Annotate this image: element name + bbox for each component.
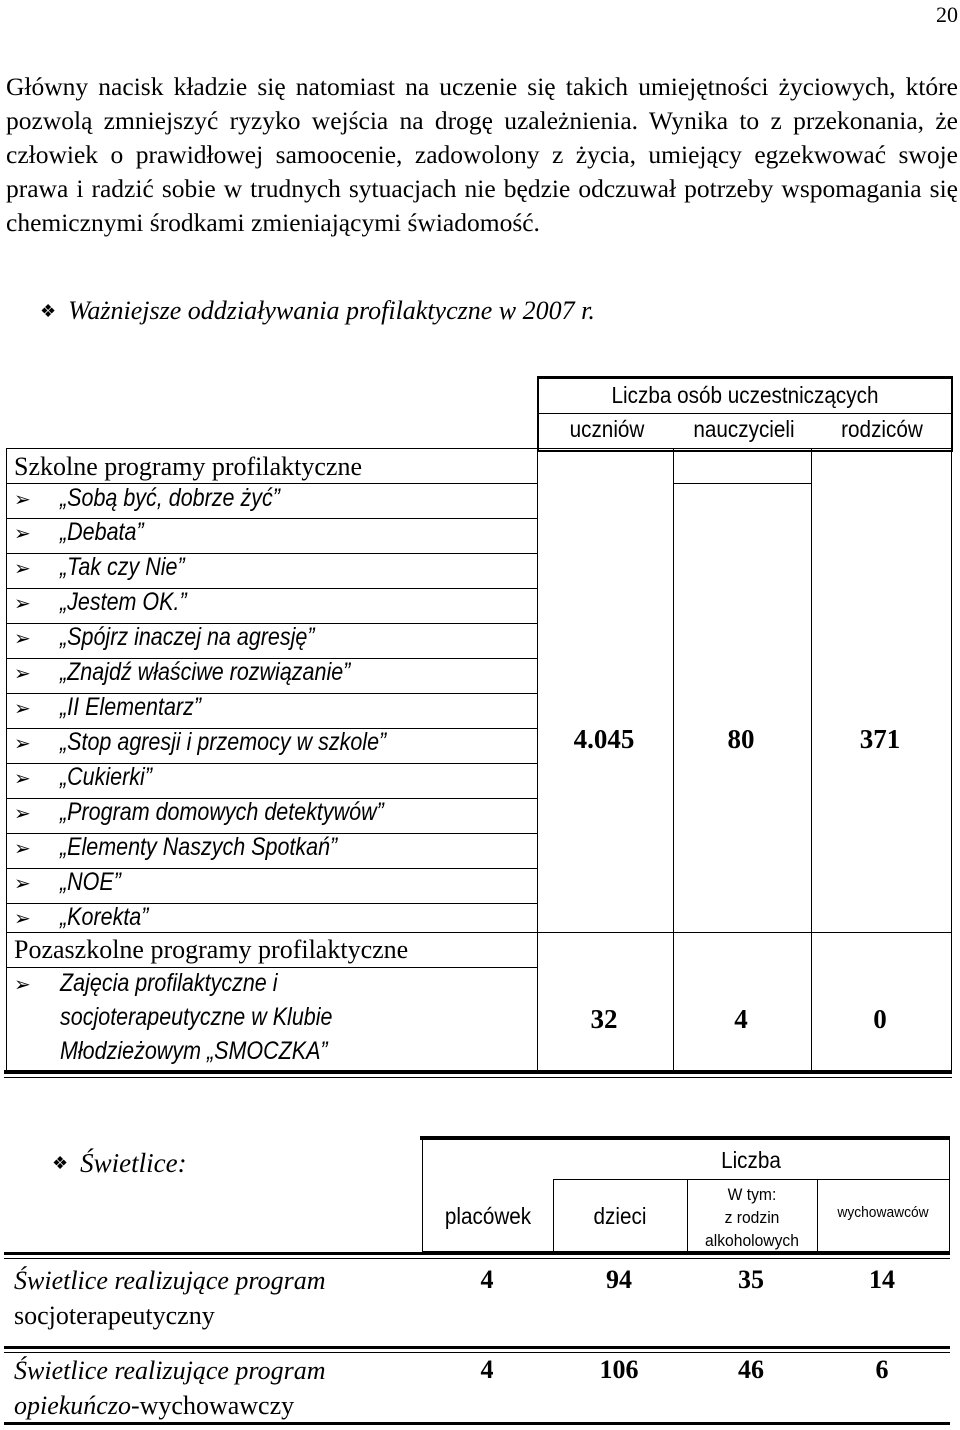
- arrow-bullet-icon: ➢: [14, 625, 31, 650]
- swietlice-heading: [52, 1148, 187, 1179]
- participants-title: Liczba osób uczestniczących: [611, 382, 879, 408]
- program-row: ➢ „Spójrz inaczej na agresję”: [6, 623, 356, 652]
- outside-program-line: Młodzieżowym „SMOCZKA”: [60, 1037, 328, 1065]
- swietlice-row-label: Świetlice realizujące program opiekuńczo-wychowawczy: [14, 1356, 326, 1420]
- program-row: ➢ „Korekta”: [6, 903, 163, 932]
- outside-nauczycieli-value: 4: [734, 1004, 748, 1034]
- arrow-bullet-icon: ➢: [14, 486, 31, 511]
- swietlice-value: 4: [480, 1265, 494, 1294]
- swietlice-value: 46: [738, 1355, 764, 1384]
- page-number: 20: [936, 2, 958, 27]
- school-rodzicow-value: 371: [859, 724, 901, 754]
- arrow-bullet-icon: ➢: [14, 730, 31, 755]
- arrow-bullet-icon: ➢: [14, 835, 31, 860]
- swietlice-heading-text: Świetlice:: [80, 1148, 187, 1178]
- table-bottom-rule-thin: [4, 1077, 952, 1078]
- program-row: ➢ „NOE”: [6, 868, 131, 897]
- outside-rodzicow-value: 0: [873, 1004, 887, 1034]
- swietlice-value: 14: [869, 1265, 895, 1294]
- arrow-bullet-icon: ➢: [14, 590, 31, 615]
- diamond-bullet-icon: ❖: [52, 1153, 69, 1173]
- arrow-bullet-icon: ➢: [14, 695, 31, 720]
- arrow-bullet-icon: ➢: [14, 870, 31, 895]
- col-nauczycieli: nauczycieli: [693, 416, 795, 442]
- col-placowek: placówek: [444, 1203, 532, 1229]
- col-dzieci: dzieci: [593, 1203, 647, 1229]
- section-heading-text: Ważniejsze oddziaływania profilaktyczne w 2007 r.: [68, 296, 595, 325]
- program-row: ➢ „Cukierki”: [6, 763, 167, 792]
- school-programs-label: Szkolne programy profilaktyczne: [14, 452, 362, 481]
- program-row: ➢ „II Elementarz”: [6, 693, 224, 722]
- program-row: ➢ „Znajdź właściwe rozwiązanie”: [6, 658, 398, 687]
- liczba-title: Liczba: [721, 1147, 781, 1173]
- arrow-bullet-icon: ➢: [14, 905, 31, 930]
- school-uczniow-value: 4.045: [573, 724, 635, 754]
- swietlice-header-rule: [4, 1252, 950, 1255]
- outside-program-row: ➢ Zajęcia profilaktyczne i: [6, 969, 313, 998]
- outside-program-line: socjoterapeutyczne w Klubie: [60, 1003, 333, 1031]
- intro-paragraph: Główny nacisk kładzie się natomiast na uczenie się takich umiejętności życiowych, które pozwolą zmniejszyć ryzyko wejścia na drogę uzależnienia. Wynika to z przekonania, że człowiek o prawidłowej samoocenie, zadowolony z życia, umiejący egzekwować swoje prawa i radzić sobie w trudnych sytuacjach nie będzie odczuwał potrzeby wspomagania się chemicznymi środkami zmieniającymi świadomość.: [6, 72, 958, 237]
- outside-programs-label: Pozaszkolne programy profilaktyczne: [14, 935, 409, 964]
- outside-uczniow-value: 32: [590, 1004, 618, 1034]
- arrow-bullet-icon: ➢: [14, 660, 31, 685]
- program-row: ➢ „Tak czy Nie”: [6, 553, 205, 582]
- swietlice-value: 106: [599, 1355, 639, 1384]
- swietlice-value: 4: [480, 1355, 494, 1384]
- col-rodzicow: rodziców: [841, 416, 923, 442]
- arrow-bullet-icon: ➢: [14, 520, 31, 545]
- program-row: ➢ „Sobą być, dobrze żyć”: [6, 484, 316, 513]
- program-row: ➢ „Jestem OK.”: [6, 588, 207, 617]
- swietlice-row-label: Świetlice realizujące program socjoterapeutyczny: [14, 1266, 326, 1330]
- program-row: ➢ „Elementy Naszych Spotkań”: [6, 833, 382, 862]
- program-row: ➢ „Program domowych detektywów”: [6, 798, 437, 827]
- swietlice-value: 94: [606, 1265, 632, 1294]
- swietlice-row-rule: [4, 1346, 950, 1349]
- arrow-bullet-icon: ➢: [14, 765, 31, 790]
- arrow-bullet-icon: ➢: [14, 555, 31, 580]
- swietlice-header: [422, 1138, 950, 1252]
- school-nauczycieli-value: 80: [727, 724, 755, 754]
- col-w-tym: W tym: z rodzin alkoholowych: [705, 1185, 799, 1250]
- swietlice-value: 6: [875, 1355, 889, 1384]
- participants-header: [537, 376, 953, 452]
- program-row: ➢ „Debata”: [6, 518, 157, 547]
- table-bottom-rule: [4, 1070, 952, 1074]
- col-wychowawcow: wychowawców: [837, 1204, 929, 1221]
- program-row: ➢ „Stop agresji i przemocy w szkole”: [6, 728, 439, 757]
- col-uczniow: uczniów: [569, 416, 645, 442]
- arrow-bullet-icon: ➢: [14, 971, 31, 996]
- arrow-bullet-icon: ➢: [14, 800, 31, 825]
- swietlice-value: 35: [738, 1265, 764, 1294]
- diamond-bullet-icon: ❖: [40, 300, 57, 321]
